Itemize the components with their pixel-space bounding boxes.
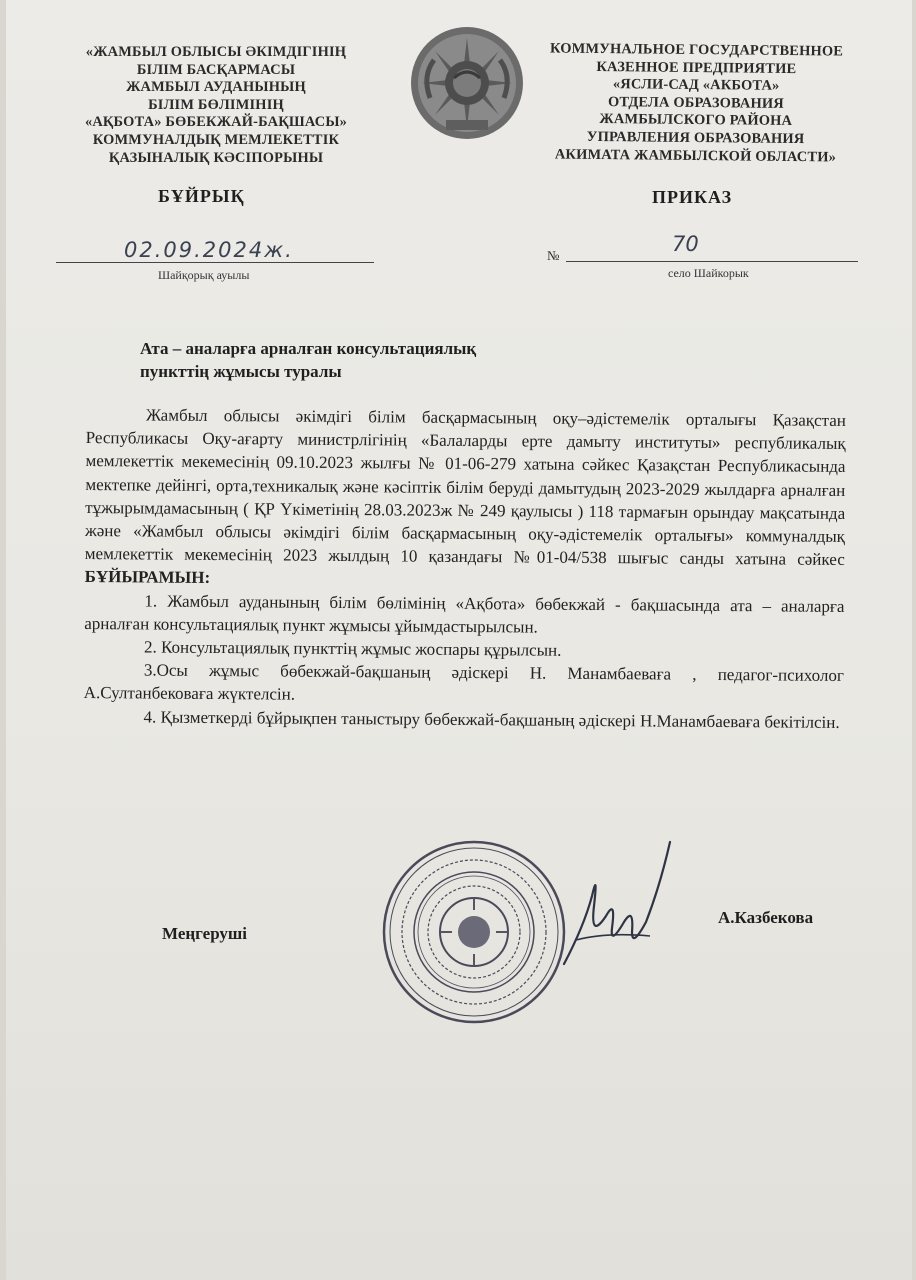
state-emblem-icon xyxy=(408,24,526,142)
order-body xyxy=(83,403,846,734)
doc-type-kz: БҰЙРЫҚ xyxy=(158,186,245,206)
header-kz-line: КОММУНАЛДЫҚ МЕМЛЕКЕТТІК xyxy=(92,131,340,148)
signatory-title: Меңгеруші xyxy=(162,924,248,943)
signatory-name: А.Казбекова xyxy=(718,908,814,927)
header-kazakh xyxy=(46,44,386,167)
header-ru-line: УПРАВЛЕНИЯ ОБРАЗОВАНИЯ xyxy=(586,128,805,148)
preamble-text: Жамбыл облысы әкімдігі білім басқармасының оқу–әдістемелік орталығы Қазақстан Республикасы Оқу-ағарту министрлігінің «Балаларды ерте дамыту институты» республикалық мемлекеттік мекемесінің 09.10.2023 жылғы № 01-06-279 хатына сәйкес Қазақстан Республикасында мектепке дейінгі, орта,техникалық және кәсіптік білім беруді дамытудың 2023-2029 жылдарға арналған тұжырымдамасының ( ҚР Үкіметінің 28.03.2023ж № 249 қаулысы ) 118 тармағын орындау мақсатында және «Жамбыл облысы әкімдігі білім басқармасының оқу-әдістемелік орталығы» коммуналдық мемлекеттік мекемесінің 2023 жылдың 10 қазандағы №01-04/538 шығыс санды хатына сәйкес xyxy=(84,405,846,570)
number-sign: № xyxy=(547,248,560,263)
preamble-paragraph xyxy=(85,403,846,595)
order-item: 1. Жамбыл ауданының білім бөлімінің «Ақбота» бөбекжай - бақшасында ата – аналарға арналған консультациялық пункт жұмысы ұйымдастырылсын. xyxy=(84,591,845,637)
handwritten-signature-icon xyxy=(554,836,674,978)
round-seal-icon xyxy=(380,838,568,1026)
order-item: 2. Консультациялық пункттің жұмыс жоспары құрылсын. xyxy=(144,637,562,660)
header-kz-line: ЖАМБЫЛ АУДАНЫНЫҢ xyxy=(126,79,306,96)
handwritten-number: 70 xyxy=(672,232,699,256)
header-kz-line: «ЖАМБЫЛ ОБЛЫСЫ ӘКІМДІГІНІҢ xyxy=(85,44,347,60)
subject-line-1: Ата – аналарға арналған консультациялық xyxy=(140,339,477,358)
order-item: 3.Осы жұмыс бөбекжай-бақшаның әдіскері Н. Манамбаеваға , педагог-психолог А.Султанбековаға жүктелсін. xyxy=(83,660,844,705)
header-russian xyxy=(515,40,876,167)
header-kz-line: БІЛІМ БӨЛІМІНІҢ xyxy=(148,96,284,113)
header-ru-line: АКИМАТА ЖАМБЫЛСКОЙ ОБЛАСТИ» xyxy=(554,146,837,166)
order-word: БҰЙЫРАМЫН: xyxy=(84,567,211,588)
subject-line-2: пункттің жұмысы туралы xyxy=(140,362,342,381)
header-ru-line: «ЯСЛИ-САД «АКБОТА» xyxy=(612,76,780,95)
order-item: 4. Қызметкерді бұйрықпен таныстыру бөбекжай-бақшаның әдіскері Н.Манамбаеваға бекітілсін. xyxy=(143,707,840,732)
header-kz-line: ҚАЗЫНАЛЫҚ КӘСІПОРЫНЫ xyxy=(108,149,324,166)
header-kz-line: «АҚБОТА» БӨБЕКЖАЙ-БАҚШАСЫ» xyxy=(84,114,348,131)
number-underline xyxy=(566,261,858,262)
header-ru-line: ОТДЕЛА ОБРАЗОВАНИЯ xyxy=(607,93,785,112)
order-subject xyxy=(140,337,476,383)
handwritten-date: 02.09.2024ж. xyxy=(124,238,294,262)
document-page xyxy=(6,0,912,1280)
header-ru-line: ЖАМБЫЛСКОГО РАЙОНА xyxy=(599,111,793,130)
doc-type-ru: ПРИКАЗ xyxy=(652,187,733,207)
place-ru: село Шайкорык xyxy=(668,266,749,280)
place-kz: Шайқорық ауылы xyxy=(158,268,250,282)
header-ru-line: КАЗЕННОЕ ПРЕДПРИЯТИЕ xyxy=(596,58,797,77)
header-ru-line: КОММУНАЛЬНОЕ ГОСУДАРСТВЕННОЕ xyxy=(549,40,844,60)
header-kz-line: БІЛІМ БАСҚАРМАСЫ xyxy=(136,61,296,78)
date-underline xyxy=(56,262,374,263)
